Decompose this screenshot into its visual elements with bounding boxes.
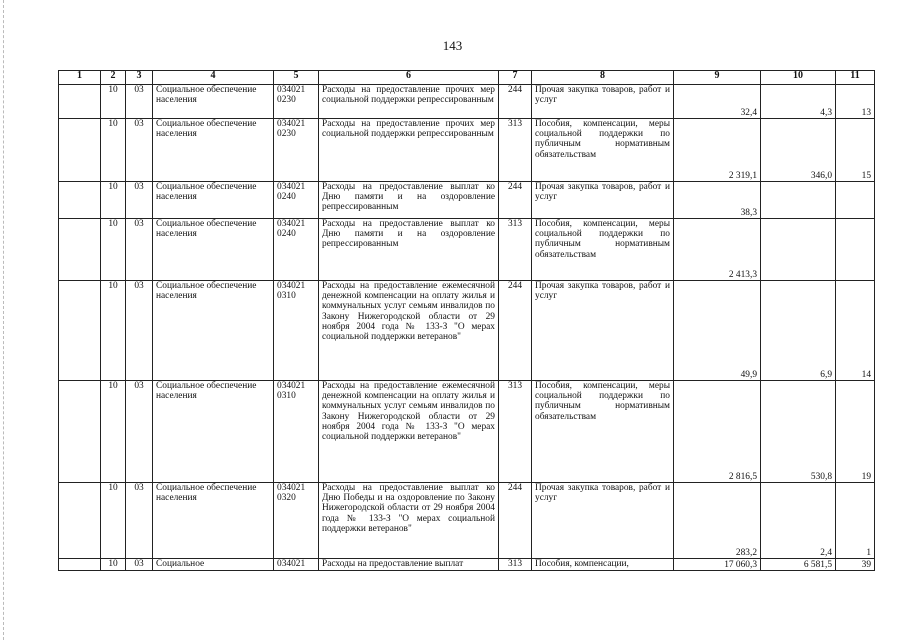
column-header: 3 — [126, 71, 153, 85]
cell-section: 10 — [101, 559, 126, 571]
budget-table — [58, 70, 875, 571]
cell-amount-2: 6,9 — [761, 281, 836, 381]
column-header: 11 — [836, 71, 875, 85]
cell-section: 10 — [101, 119, 126, 182]
cell-type-name: Прочая закупка товаров, работ и услуг — [532, 85, 674, 119]
cell-section-name: Социальное обеспечение населения — [153, 119, 274, 182]
cell-amount: 38,3 — [674, 182, 761, 219]
cell-expense-name: Расходы на предоставление выплат ко Дню памяти и на оздоровление репрессированным — [319, 219, 499, 281]
cell-amount-2 — [761, 219, 836, 281]
cell-type-code: 313 — [499, 219, 532, 281]
cell-amount: 2 816,5 — [674, 381, 761, 483]
cell-amount-2: 346,0 — [761, 119, 836, 182]
cell-target-code: 034021 0230 — [274, 85, 319, 119]
page-number: 143 — [442, 38, 463, 53]
cell-subsection: 03 — [126, 85, 153, 119]
table-row — [59, 85, 875, 119]
cell-count: 13 — [836, 85, 875, 119]
table-row — [59, 381, 875, 483]
cell-count: 19 — [836, 381, 875, 483]
cell-amount-2: 530,8 — [761, 381, 836, 483]
cell-type-code: 244 — [499, 281, 532, 381]
cell-target-code: 034021 0320 — [274, 483, 319, 559]
cell-subsection: 03 — [126, 281, 153, 381]
cell-amount-2: 6 581,5 — [761, 559, 836, 571]
cell-target-code: 034021 — [274, 559, 319, 571]
cell-expense-name: Расходы на предоставление выплат ко Дню Победы и на оздоровление по Закону Нижегородской области от 29 ноября 2004 года № 133-З "О мерах социальной поддержки ветеранов" — [319, 483, 499, 559]
cell-expense-name: Расходы на предоставление ежемесячной денежной компенсации на оплату жилья и коммунальных услуг семьям инвалидов по Закону Нижегородской области от 29 ноября 2004 года № 133-З "О мерах социальной поддержки ветеранов" — [319, 381, 499, 483]
column-header: 2 — [101, 71, 126, 85]
cell-amount: 49,9 — [674, 281, 761, 381]
cell-expense-name: Расходы на предоставление выплат ко Дню памяти и на оздоровление репрессированным — [319, 182, 499, 219]
cell-type-name: Прочая закупка товаров, работ и услуг — [532, 281, 674, 381]
table-row — [59, 219, 875, 281]
cell-amount: 32,4 — [674, 85, 761, 119]
cell-section: 10 — [101, 182, 126, 219]
cell-section: 10 — [101, 281, 126, 381]
column-header: 6 — [319, 71, 499, 85]
column-header: 5 — [274, 71, 319, 85]
cell-target-code: 034021 0310 — [274, 281, 319, 381]
cell-col-1 — [59, 281, 101, 381]
cell-amount: 17 060,3 — [674, 559, 761, 571]
cell-expense-name: Расходы на предоставление выплат — [319, 559, 499, 571]
cell-section-name: Социальное обеспечение населения — [153, 182, 274, 219]
cell-type-code: 313 — [499, 119, 532, 182]
table-row — [59, 559, 875, 571]
cell-subsection: 03 — [126, 381, 153, 483]
cell-type-name: Пособия, компенсации, меры социальной поддержки по публичным нормативным обязательствам — [532, 381, 674, 483]
cell-amount-2: 2,4 — [761, 483, 836, 559]
cell-type-name: Прочая закупка товаров, работ и услуг — [532, 182, 674, 219]
table-row — [59, 119, 875, 182]
cell-count: 39 — [836, 559, 875, 571]
cell-expense-name: Расходы на предоставление прочих мер социальной поддержки репрессированным — [319, 119, 499, 182]
cell-section-name: Социальное обеспечение населения — [153, 85, 274, 119]
cell-target-code: 034021 0310 — [274, 381, 319, 483]
cell-count — [836, 182, 875, 219]
cell-count: 14 — [836, 281, 875, 381]
column-header: 4 — [153, 71, 274, 85]
cell-col-1 — [59, 381, 101, 483]
cell-type-code: 313 — [499, 381, 532, 483]
cell-section-name: Социальное обеспечение населения — [153, 483, 274, 559]
table-header-row — [59, 71, 875, 85]
cell-target-code: 034021 0240 — [274, 182, 319, 219]
cell-count: 1 — [836, 483, 875, 559]
column-header: 10 — [761, 71, 836, 85]
cell-section: 10 — [101, 219, 126, 281]
cell-amount-2: 4,3 — [761, 85, 836, 119]
cell-target-code: 034021 0240 — [274, 219, 319, 281]
column-header: 9 — [674, 71, 761, 85]
cell-section-name: Социальное — [153, 559, 274, 571]
cell-type-name: Пособия, компенсации, меры социальной поддержки по публичным нормативным обязательствам — [532, 119, 674, 182]
cell-target-code: 034021 0230 — [274, 119, 319, 182]
cell-subsection: 03 — [126, 119, 153, 182]
cell-section: 10 — [101, 85, 126, 119]
cell-amount: 2 413,3 — [674, 219, 761, 281]
cell-type-name: Пособия, компенсации, меры социальной поддержки по публичным нормативным обязательствам — [532, 219, 674, 281]
cell-section-name: Социальное обеспечение населения — [153, 381, 274, 483]
cell-expense-name: Расходы на предоставление ежемесячной денежной компенсации на оплату жилья и коммунальных услуг семьям инвалидов по Закону Нижегородской области от 29 ноября 2004 года № 133-З "О мерах социальной поддержки ветеранов" — [319, 281, 499, 381]
cell-subsection: 03 — [126, 219, 153, 281]
column-header: 8 — [532, 71, 674, 85]
cell-subsection: 03 — [126, 182, 153, 219]
cell-col-1 — [59, 559, 101, 571]
cell-expense-name: Расходы на предоставление прочих мер социальной поддержки репрессированным — [319, 85, 499, 119]
column-header: 7 — [499, 71, 532, 85]
table-row — [59, 281, 875, 381]
cell-count — [836, 219, 875, 281]
cell-col-1 — [59, 219, 101, 281]
cell-type-name: Пособия, компенсации, — [532, 559, 674, 571]
cell-amount: 283,2 — [674, 483, 761, 559]
table-row — [59, 182, 875, 219]
cell-section: 10 — [101, 381, 126, 483]
cell-amount-2 — [761, 182, 836, 219]
cell-col-1 — [59, 85, 101, 119]
cell-col-1 — [59, 182, 101, 219]
cell-type-code: 244 — [499, 483, 532, 559]
cell-subsection: 03 — [126, 483, 153, 559]
column-header: 1 — [59, 71, 101, 85]
cell-col-1 — [59, 119, 101, 182]
cell-col-1 — [59, 483, 101, 559]
table-row — [59, 483, 875, 559]
cell-count: 15 — [836, 119, 875, 182]
cell-type-code: 313 — [499, 559, 532, 571]
cell-amount: 2 319,1 — [674, 119, 761, 182]
page-margin-line — [3, 0, 5, 640]
cell-type-code: 244 — [499, 182, 532, 219]
cell-section-name: Социальное обеспечение населения — [153, 219, 274, 281]
cell-section-name: Социальное обеспечение населения — [153, 281, 274, 381]
cell-type-code: 244 — [499, 85, 532, 119]
cell-section: 10 — [101, 483, 126, 559]
cell-subsection: 03 — [126, 559, 153, 571]
cell-type-name: Прочая закупка товаров, работ и услуг — [532, 483, 674, 559]
